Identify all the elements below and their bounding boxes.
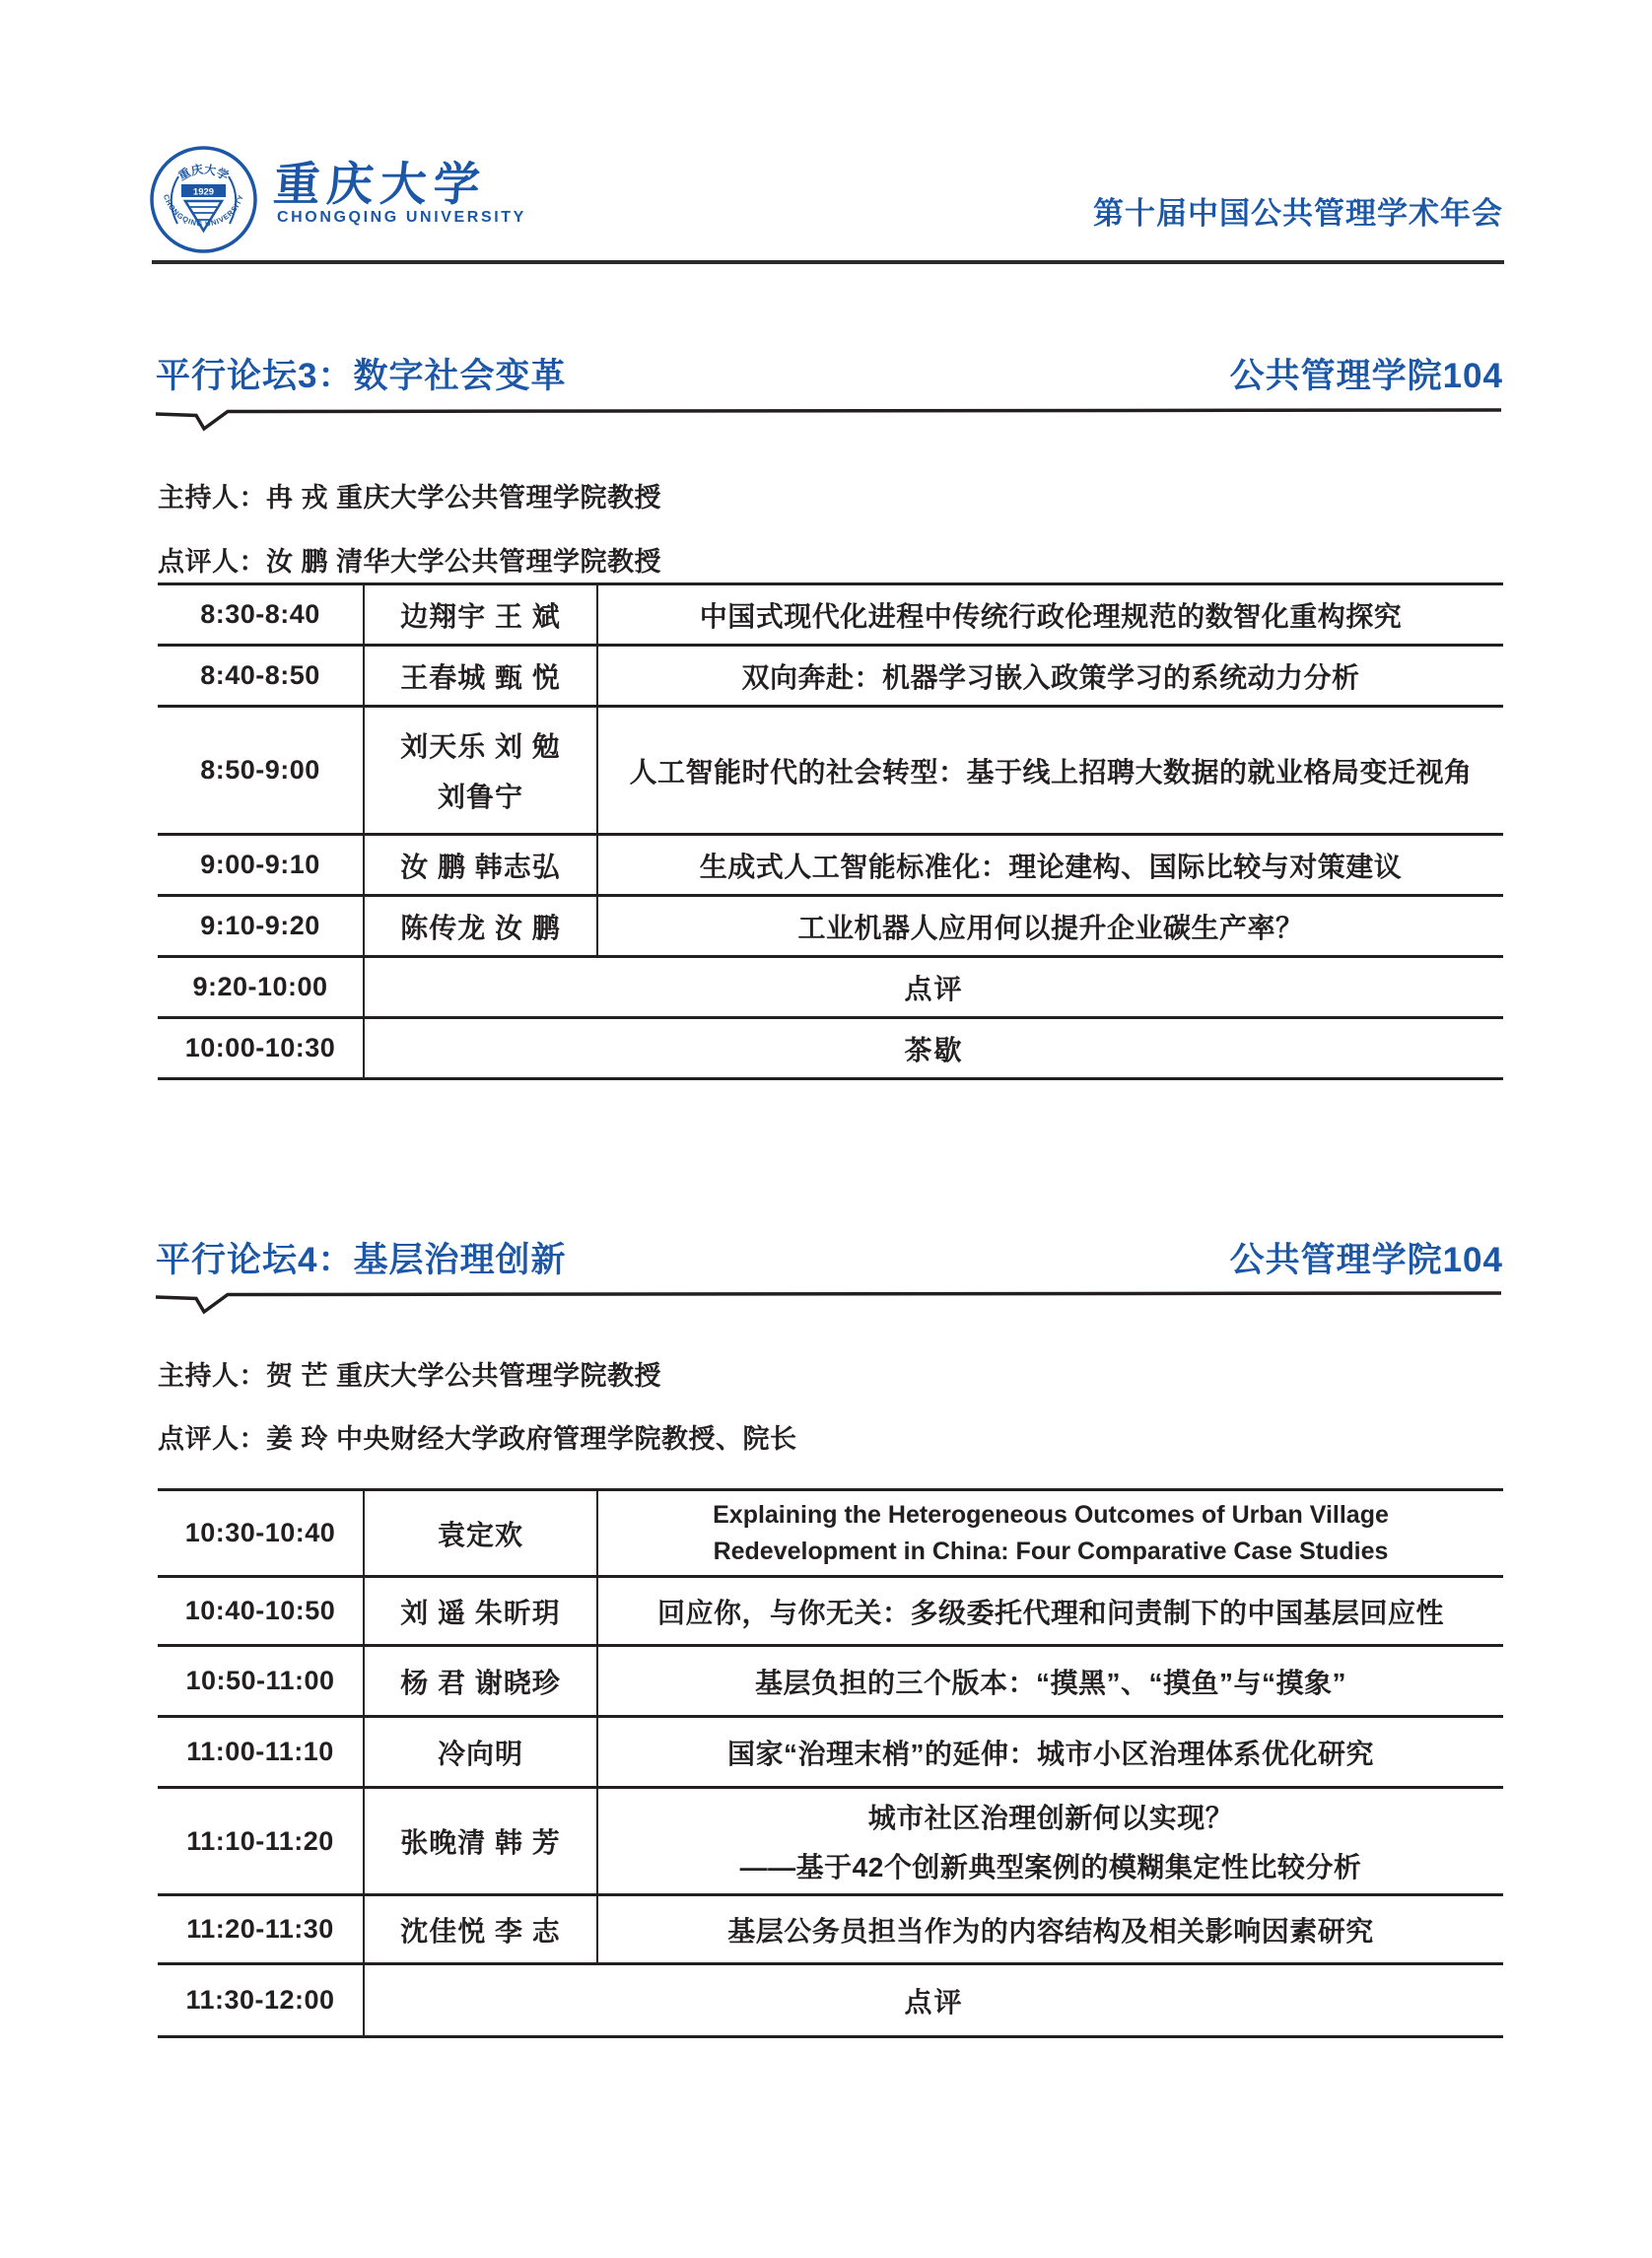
seal-en-text: CHONGQING UNIVERSITY	[161, 192, 246, 229]
presenter-names	[363, 647, 596, 705]
session-time: 9:00-9:10	[200, 850, 320, 879]
session-time: 10:00-10:30	[184, 1033, 336, 1062]
paper-title	[596, 836, 1503, 894]
paper-title	[596, 897, 1503, 955]
seal-year: 1929	[192, 186, 215, 198]
schedule-row	[158, 708, 1503, 836]
paper-title-line: 双向奔赴：机器学习嵌入政策学习的系统动力分析	[741, 661, 1360, 693]
header-rule	[152, 260, 1504, 264]
paper-title-line: 基层负担的三个版本：“摸黑”、“摸鱼”与“摸象”	[754, 1667, 1346, 1698]
presenter-names	[363, 836, 596, 894]
session-time: 10:40-10:50	[184, 1596, 336, 1625]
forum4-schedule-table	[158, 1488, 1503, 2038]
section-underline	[156, 1293, 1501, 1312]
presenter-name-line: 边翔宇 王 斌	[400, 600, 561, 632]
forum3-section-title: 平行论坛3：数字社会变革	[156, 357, 567, 395]
paper-title	[596, 1718, 1503, 1786]
conference-title: 第十届中国公共管理学术年会	[1093, 196, 1503, 231]
schedule-row	[158, 585, 1503, 647]
paper-title-line: 生成式人工智能标准化：理论建构、国际比较与对策建议	[699, 851, 1403, 882]
session-time: 8:40-8:50	[200, 660, 320, 690]
presenter-names	[363, 1896, 596, 1962]
session-time: 11:10-11:20	[186, 1825, 334, 1856]
session-time: 11:20-11:30	[186, 1914, 334, 1944]
session-time: 11:00-11:10	[186, 1737, 334, 1766]
paper-title-line: Explaining the Heterogeneous Outcomes of Urban Village	[713, 1500, 1389, 1529]
presenter-name-line: 袁定欢	[437, 1519, 523, 1550]
forum3-reviewer: 点评人：汝 鹏 清华大学公共管理学院教授	[158, 547, 662, 577]
schedule-row	[158, 1647, 1503, 1718]
paper-title-line: Redevelopment in China: Four Comparative Case Studies	[713, 1537, 1389, 1565]
paper-title	[596, 1789, 1503, 1893]
presenter-name-line: 冷向明	[437, 1738, 523, 1769]
presenter-name-line: 汝 鹏 韩志弘	[400, 851, 561, 882]
schedule-row	[158, 1718, 1503, 1789]
paper-title-line: 基层公务员担当作为的内容结构及相关影响因素研究	[727, 1915, 1374, 1947]
schedule-row	[158, 958, 1503, 1019]
paper-title-line: 工业机器人应用何以提升企业碳生产率？	[797, 912, 1304, 943]
session-time: 8:50-9:00	[200, 755, 320, 785]
schedule-row	[158, 647, 1503, 708]
cqu-seal-icon	[148, 144, 259, 255]
presenter-name-line: 刘鲁宁	[437, 782, 523, 813]
schedule-row	[158, 1491, 1503, 1578]
forum4-reviewer: 点评人：姜 玲 中央财经大学政府管理学院教授、院长	[158, 1424, 797, 1454]
paper-title	[596, 1491, 1503, 1575]
schedule-row	[158, 1578, 1503, 1647]
schedule-row	[158, 1019, 1503, 1080]
presenter-names	[363, 1789, 596, 1893]
logo-wordmark-en: CHONGQING UNIVERSITY	[277, 209, 526, 226]
paper-title	[596, 708, 1503, 833]
paper-title-line: 城市社区治理创新何以实现？	[867, 1803, 1234, 1833]
forum3-room: 公共管理学院104	[1229, 357, 1503, 395]
presenter-names	[363, 585, 596, 644]
schedule-row	[158, 897, 1503, 958]
session-time: 9:10-9:20	[200, 911, 320, 940]
logo-wordmark-cn: 重庆大学	[271, 158, 489, 210]
schedule-row	[158, 1789, 1503, 1896]
session-time: 9:20-10:00	[192, 972, 328, 1001]
presenter-name-line: 沈佳悦 李 志	[400, 1915, 561, 1947]
forum4-section-title: 平行论坛4：基层治理创新	[156, 1241, 567, 1279]
forum4-host: 主持人：贺 芒 重庆大学公共管理学院教授	[158, 1361, 662, 1391]
presenter-name-line: 刘 遥 朱昕玥	[400, 1597, 561, 1628]
session-time: 8:30-8:40	[200, 599, 320, 629]
session-time: 10:50-11:00	[185, 1666, 335, 1695]
presenter-names	[363, 1578, 596, 1644]
presenter-name-line: 杨 君 谢晓珍	[400, 1667, 561, 1698]
session-time: 10:30-10:40	[184, 1518, 336, 1547]
presenter-name-line: 张晚清 韩 芳	[400, 1827, 561, 1858]
presenter-names	[363, 1718, 596, 1786]
paper-title	[596, 1578, 1503, 1644]
forum3-host: 主持人：冉 戎 重庆大学公共管理学院教授	[158, 483, 662, 513]
section-underline	[156, 410, 1501, 429]
presenter-names	[363, 1647, 596, 1715]
paper-title-line: ——基于42个创新典型案例的模糊集定性比较分析	[739, 1852, 1362, 1882]
presenter-names	[363, 708, 596, 833]
presenter-name-line: 刘天乐 刘 勉	[400, 730, 561, 762]
paper-title-line: 回应你，与你无关：多级委托代理和问责制下的中国基层回应性	[656, 1597, 1444, 1628]
paper-title	[596, 1896, 1503, 1962]
session-time: 11:30-12:00	[185, 1985, 335, 2015]
session-activity: 茶歇	[363, 1019, 1503, 1077]
presenter-name-line: 陈传龙 汝 鹏	[400, 912, 561, 943]
schedule-row	[158, 836, 1503, 897]
forum3-schedule-table	[158, 582, 1503, 1080]
forum3-underline-icon	[154, 405, 1503, 433]
forum4-room: 公共管理学院104	[1229, 1241, 1503, 1279]
presenter-names	[363, 1491, 596, 1575]
session-activity: 点评	[363, 1965, 1503, 2035]
paper-title	[596, 647, 1503, 705]
paper-title	[596, 585, 1503, 644]
presenter-name-line: 王春城 甄 悦	[400, 661, 561, 693]
forum4-underline-icon	[154, 1288, 1503, 1316]
paper-title-line: 国家“治理末梢”的延伸：城市小区治理体系优化研究	[726, 1738, 1374, 1769]
schedule-row	[158, 1896, 1503, 1965]
paper-title-line: 人工智能时代的社会转型：基于线上招聘大数据的就业格局变迁视角	[629, 756, 1473, 787]
paper-title-line: 中国式现代化进程中传统行政伦理规范的数智化重构探究	[699, 600, 1403, 632]
presenter-names	[363, 897, 596, 955]
seal-cn-text: 重庆大学	[175, 162, 232, 183]
paper-title	[596, 1647, 1503, 1715]
session-activity: 点评	[363, 958, 1503, 1016]
schedule-row	[158, 1965, 1503, 2038]
